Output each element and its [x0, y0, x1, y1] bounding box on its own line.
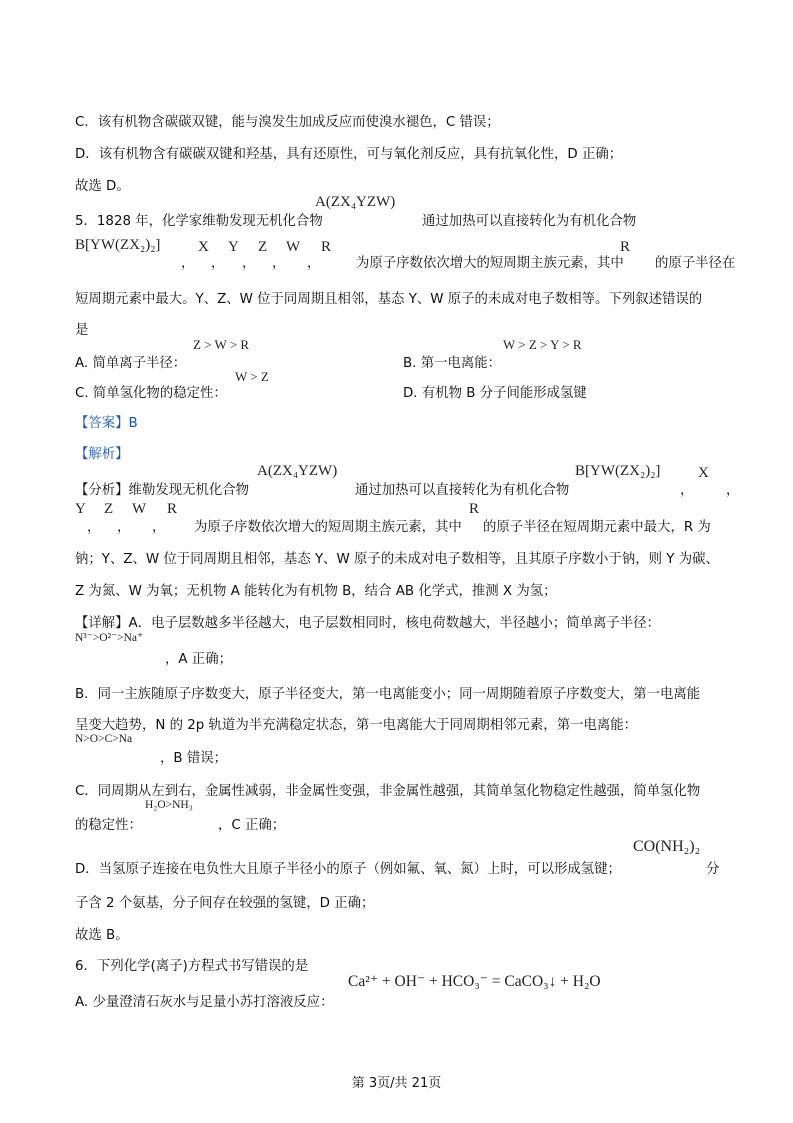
- q6-option-a-equation: Ca²⁺ + OH⁻ + HCO₃⁻ = CaCO₃↓ + H₂O: [348, 973, 601, 990]
- analysis-line-2b: 的原子半径在短周期元素中最大，R 为: [483, 520, 711, 535]
- symbol-x-2: X: [698, 465, 709, 481]
- option-a-formula: Z > W > R: [193, 337, 250, 352]
- d-line-2: 子含 2 个氨基，分子间存在较强的氢键，D 正确；: [75, 896, 375, 911]
- option-d-previous: D．该有机物含有碳碳双键和羟基，具有还原性，可与氧化剂反应，具有抗氧化性，D 正确；: [75, 147, 623, 162]
- detail-line-2: ，A 正确；: [165, 652, 232, 667]
- answer-b: 故选 B。: [75, 928, 129, 943]
- option-d: D. 有机物 B 分子间能形成氢键: [403, 386, 587, 401]
- symbol-r-2: R: [620, 239, 631, 255]
- comma-2: ，: [211, 256, 225, 271]
- comma-6: ，: [680, 483, 694, 498]
- b-line-3: ，B 错误；: [160, 751, 228, 766]
- answer-label: 【答案】B: [75, 416, 138, 431]
- urea-formula: CO(NH₂)₂: [633, 838, 701, 855]
- analysis-line-1b: 通过加热可以直接转化为有机化合物: [355, 483, 570, 498]
- symbol-r: R: [321, 239, 332, 255]
- symbol-x: X: [198, 239, 209, 255]
- q6-option-a: A. 少量澄清石灰水与足量小苏打溶液反应：: [75, 995, 334, 1010]
- b-line-2: 呈变大趋势，N 的 2p 轨道为半充满稳定状态，第一电离能大于同周期相邻元素，第一电离能：: [75, 718, 638, 733]
- comma-10: ，: [152, 520, 166, 535]
- analysis-line-2: 为原子序数依次增大的短周期主族元素，其中: [194, 520, 462, 535]
- b-line-1: B．同一主族随原子序数变大，原子半径变大，第一电离能变小；同一周期随着原子序数变大，第一电离能: [75, 687, 701, 702]
- formula-b-2: B[YW(ZX₂)₂]: [575, 463, 661, 479]
- q5-line-4: 是: [75, 323, 89, 338]
- formula-a: A(ZX₄YZW): [315, 194, 396, 210]
- formula-a-2: A(ZX₄YZW): [257, 463, 338, 479]
- comma-8: ，: [87, 520, 101, 535]
- analysis-line-1a: 【分析】维勒发现无机化合物: [75, 483, 250, 498]
- comma-1: ，: [181, 256, 195, 271]
- symbol-y-2: Y: [75, 501, 86, 517]
- option-c-formula: W > Z: [235, 369, 269, 384]
- option-b: B. 第一电离能：: [403, 356, 502, 371]
- symbol-w: W: [286, 239, 301, 255]
- comma-5: ，: [307, 256, 321, 271]
- ionization-formula: N>O>C>Na: [75, 733, 133, 745]
- answer-previous: 故选 D。: [75, 179, 130, 194]
- comma-4: ，: [272, 256, 286, 271]
- symbol-r-4: R: [469, 501, 480, 517]
- option-c-previous: C．该有机物含碳碳双键，能与溴发生加成反应而使溴水褪色，C 错误；: [75, 115, 500, 130]
- comma-3: ，: [242, 256, 256, 271]
- d-line-1b: 分: [706, 862, 720, 877]
- option-c: C. 简单氢化物的稳定性：: [75, 386, 227, 401]
- q5-line-2: 为原子序数依次增大的短周期主族元素，其中: [356, 256, 624, 271]
- c-line-2b: ，C 正确；: [218, 818, 286, 833]
- symbol-y: Y: [228, 239, 239, 255]
- option-a: A. 简单离子半径：: [75, 356, 187, 371]
- option-b-formula: W > Z > Y > R: [503, 337, 582, 352]
- page-footer: 第 3页/共 21页: [351, 1076, 442, 1091]
- analysis-label: 【解析】: [75, 447, 129, 462]
- q6-stem: 6．下列化学(离子)方程式书写错误的是: [75, 959, 309, 974]
- hydride-formula: H₂O>NH₃: [145, 799, 193, 811]
- comma-7: ，: [726, 483, 740, 498]
- d-line-1: D．当氢原子连接在电负性大且原子半径小的原子（例如氟、氧、氮）上时，可以形成氢键；: [75, 862, 621, 877]
- c-line-1: C．同周期从左到右，金属性减弱，非金属性变强，非金属性越强，其简单氢化物稳定性越强，简单氢化物: [75, 784, 701, 799]
- ion-radius-formula: N³⁻>O²⁻>Na⁺: [75, 632, 144, 644]
- analysis-line-4: Z 为氮、W 为氧；无机物 A 能转化为有机物 B，结合 AB 化学式，推测 X 为氢；: [75, 584, 557, 599]
- q5-line-3: 短周期元素中最大。Y、Z、W 位于同周期且相邻，基态 Y、W 原子的未成对电子数相等。下列叙述错误的: [75, 292, 703, 307]
- symbol-w-2: W: [132, 501, 147, 517]
- c-line-2a: 的稳定性：: [75, 818, 142, 833]
- detail-line-1: 【详解】A．电子层数越多半径越大，电子层数相同时，核电荷数越大，半径越小；简单离子半径：: [75, 616, 660, 631]
- q5-line-1a: 5．1828 年，化学家维勒发现无机化合物: [75, 214, 323, 229]
- symbol-z-2: Z: [104, 501, 114, 517]
- symbol-r-3: R: [167, 501, 178, 517]
- analysis-line-3: 钠；Y、Z、W 位于同周期且相邻，基态 Y、W 原子的未成对电子数相等，且其原子序数小于钠，则 Y 为碳、: [75, 552, 719, 567]
- formula-b: B[YW(ZX₂)₂]: [75, 237, 161, 253]
- q5-line-2b: 的原子半径在: [655, 256, 736, 271]
- comma-9: ，: [117, 520, 131, 535]
- q5-line-1b: 通过加热可以直接转化为有机化合物: [422, 214, 637, 229]
- symbol-z: Z: [258, 239, 268, 255]
